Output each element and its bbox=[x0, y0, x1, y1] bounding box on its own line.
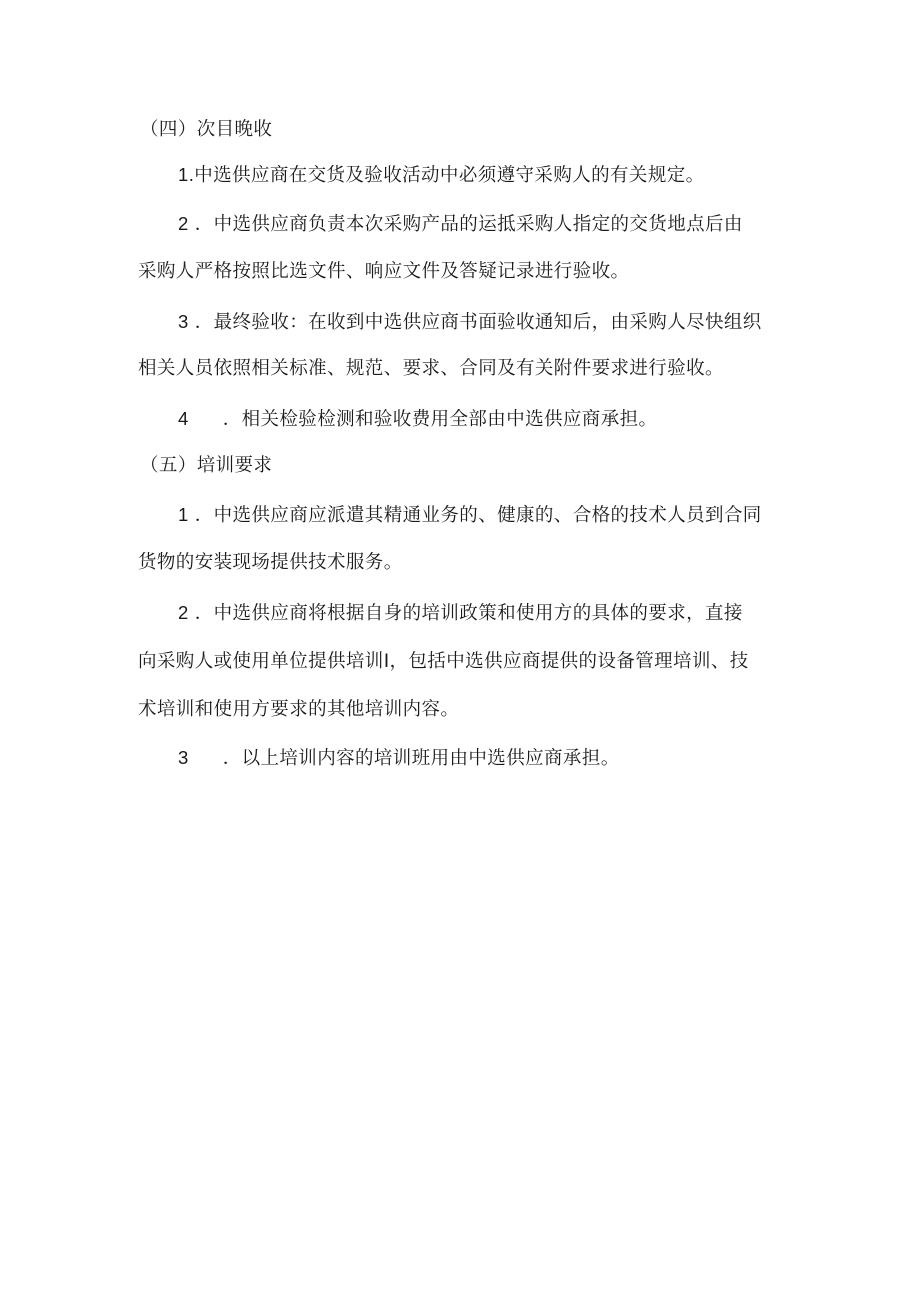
item-text: ．中选供应商将根据自身的培训政策和使用方的具体的要求，直接 bbox=[194, 603, 743, 624]
list-item-5-2-cont-1: 向采购人或使用单位提供培训I，包括中选供应商提供的设备管理培训、技 bbox=[138, 651, 749, 672]
list-item-4-4 bbox=[178, 407, 657, 432]
list-item-4-2 bbox=[178, 212, 743, 237]
list-item-5-3 bbox=[178, 746, 620, 771]
list-item-5-1 bbox=[178, 503, 762, 528]
section-heading-5: （五）培训要求 bbox=[140, 455, 273, 476]
section-heading-4: （四）次目晚收 bbox=[140, 119, 273, 140]
list-item-5-1-cont: 货物的安装现场提供技术服务。 bbox=[138, 552, 403, 573]
item-text: 中选供应商在交货及验收活动中必须遵守采购人的有关规定。 bbox=[194, 165, 705, 186]
item-number: 1 bbox=[178, 504, 189, 525]
item-text: ．相关检验检测和验收费用全部由中选供应商承担。 bbox=[222, 409, 658, 430]
item-number: 2 bbox=[178, 602, 189, 623]
item-number: 3 bbox=[178, 311, 189, 332]
item-number: 4 bbox=[178, 408, 189, 429]
item-number: 2 bbox=[178, 213, 189, 234]
list-item-4-3 bbox=[178, 310, 762, 335]
item-text: ．中选供应商负责本次采购产品的运抵采购人指定的交货地点后由 bbox=[194, 214, 743, 235]
list-item-4-3-cont: 相关人员依照相关标准、规范、要求、合同及有关附件要求进行验收。 bbox=[138, 358, 724, 379]
list-item-5-2-cont-2: 术培训和使用方要求的其他培训内容。 bbox=[138, 699, 460, 720]
item-text: ．以上培训内容的培训班用由中选供应商承担。 bbox=[222, 748, 620, 769]
item-number: 1. bbox=[178, 164, 195, 185]
list-item-4-2-cont: 采购人严格按照比选文件、响应文件及答疑记录进行验收。 bbox=[138, 261, 630, 282]
list-item-4-1 bbox=[178, 163, 705, 188]
item-text: ．最终验收：在收到中选供应商书面验收通知后，由采购人尽快组织 bbox=[194, 312, 762, 333]
item-text: ．中选供应商应派遣其精通业务的、健康的、合格的技术人员到合同 bbox=[194, 505, 762, 526]
item-number: 3 bbox=[178, 747, 189, 768]
list-item-5-2 bbox=[178, 601, 743, 626]
